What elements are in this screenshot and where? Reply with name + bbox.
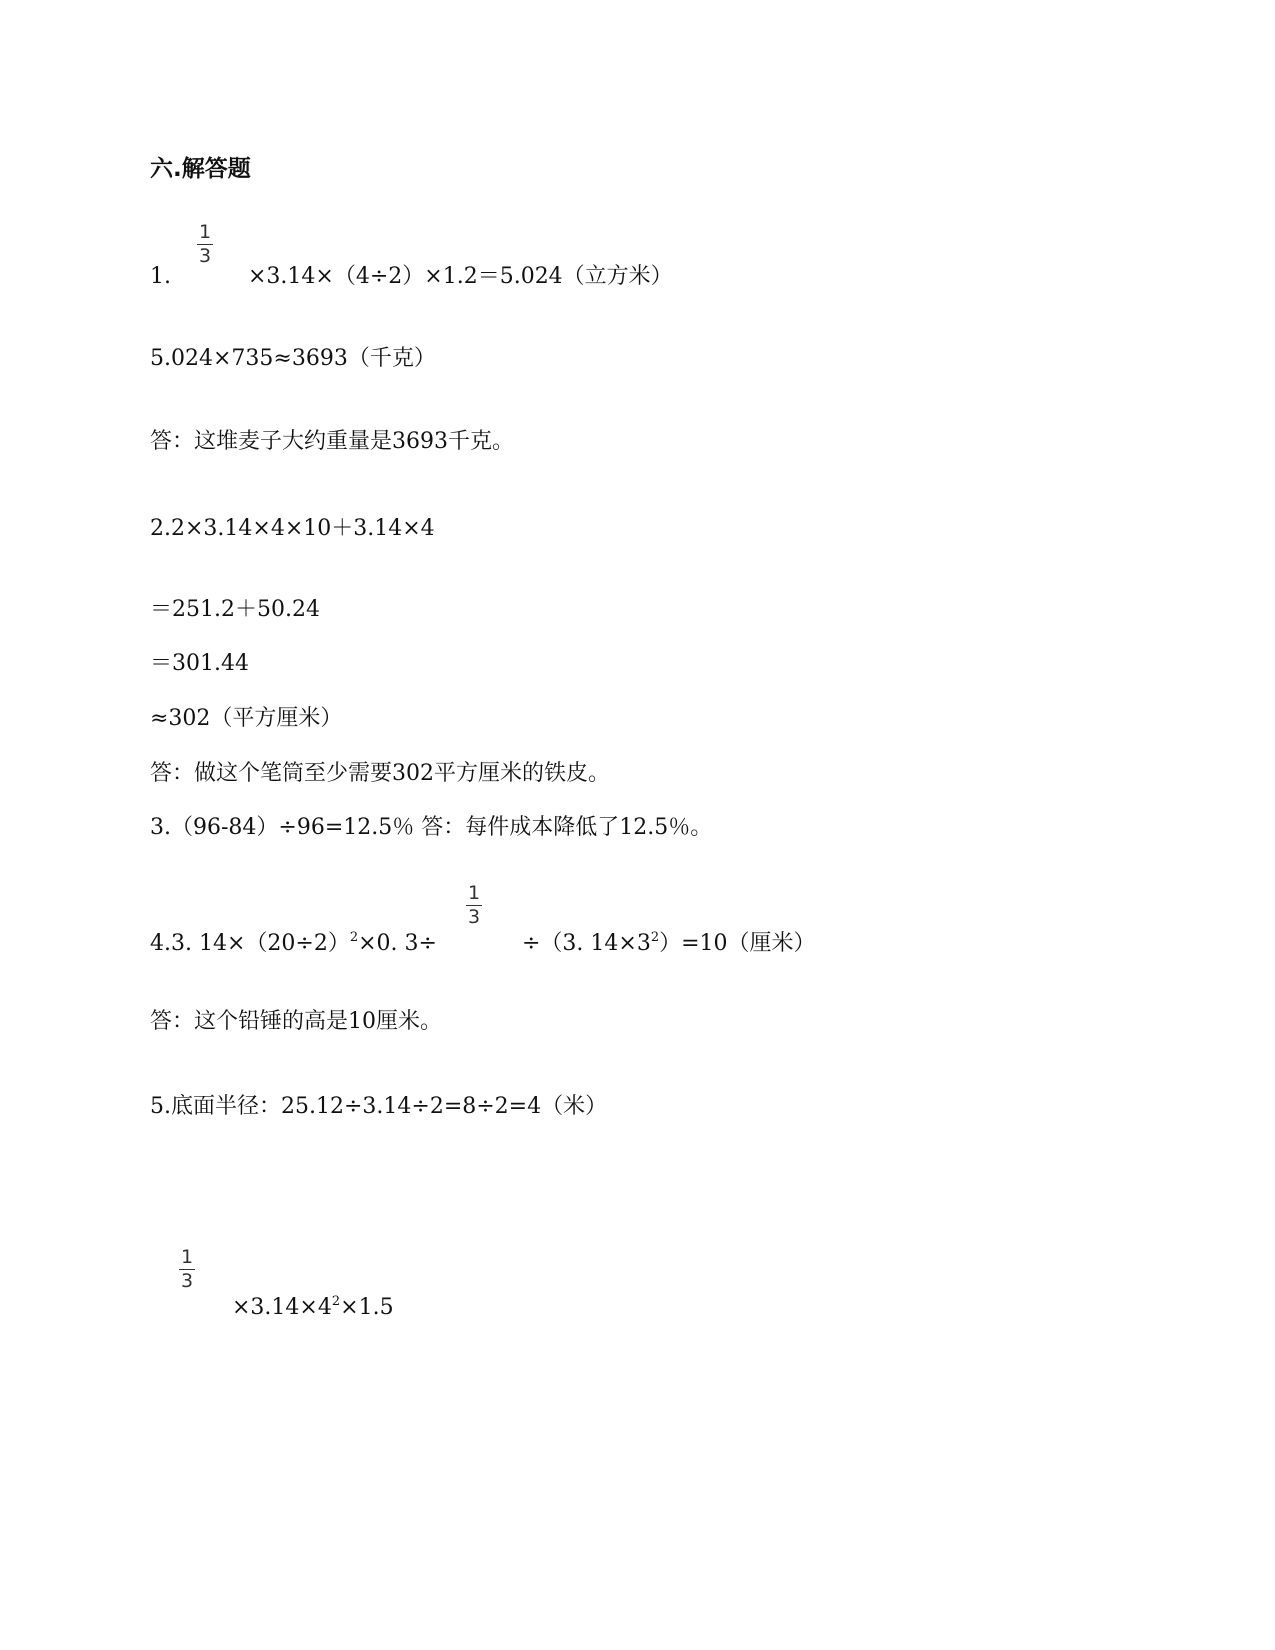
q2-answer: 答：做这个笔筒至少需要302平方厘米的铁皮。 [150,761,610,786]
q1-answer: 答：这堆麦子大约重量是3693千克。 [150,429,514,454]
fraction-one-third [466,883,482,927]
q3-line1: 3.（96-84）÷96=12.5％ 答：每件成本降低了12.5％。 [150,815,713,840]
q4-part3: ÷（3. 14×3 [522,931,651,956]
q1-expression: ×3.14×（4÷2）×1.2＝5.024（立方米） [248,264,673,289]
fraction-numerator: 1 [198,221,212,243]
q1-line2: 5.024×735≈3693（千克） [150,346,436,371]
q2-line2: ＝251.2＋50.24 [150,597,320,622]
q4-sup1: 2 [349,930,359,945]
q5-line1: 5.底面半径：25.12÷3.14÷2=8÷2=4（米） [150,1094,608,1119]
q4-expression-end [522,924,816,958]
q5-part1: ×3.14×4 [232,1295,332,1320]
fraction-denominator: 3 [180,1270,194,1292]
q2-line3: ＝301.44 [150,651,249,676]
fraction-one-third [179,1247,195,1291]
q5-part2: ×1.5 [340,1295,394,1320]
fraction-one-third [197,222,213,266]
q4-sup2: 2 [650,930,660,945]
q2-line1: 2.2×3.14×4×10＋3.14×4 [150,516,435,541]
fraction-numerator: 1 [467,882,481,904]
q5-sup: 2 [331,1294,341,1309]
q4-expression-start [150,924,437,958]
q5-expression [232,1288,394,1322]
q4-part1: 4.3. 14×（20÷2） [150,931,350,956]
q4-answer: 答：这个铅锤的高是10厘米。 [150,1009,442,1034]
q1-prefix: 1. [150,264,171,289]
q4-part2: ×0. 3÷ [358,931,437,956]
section-title: 六.解答题 [150,156,251,182]
fraction-numerator: 1 [180,1246,194,1268]
fraction-denominator: 3 [467,906,481,928]
fraction-denominator: 3 [198,245,212,267]
q4-part4: ）=10（厘米） [659,931,816,956]
q2-line4: ≈302（平方厘米） [150,706,343,731]
